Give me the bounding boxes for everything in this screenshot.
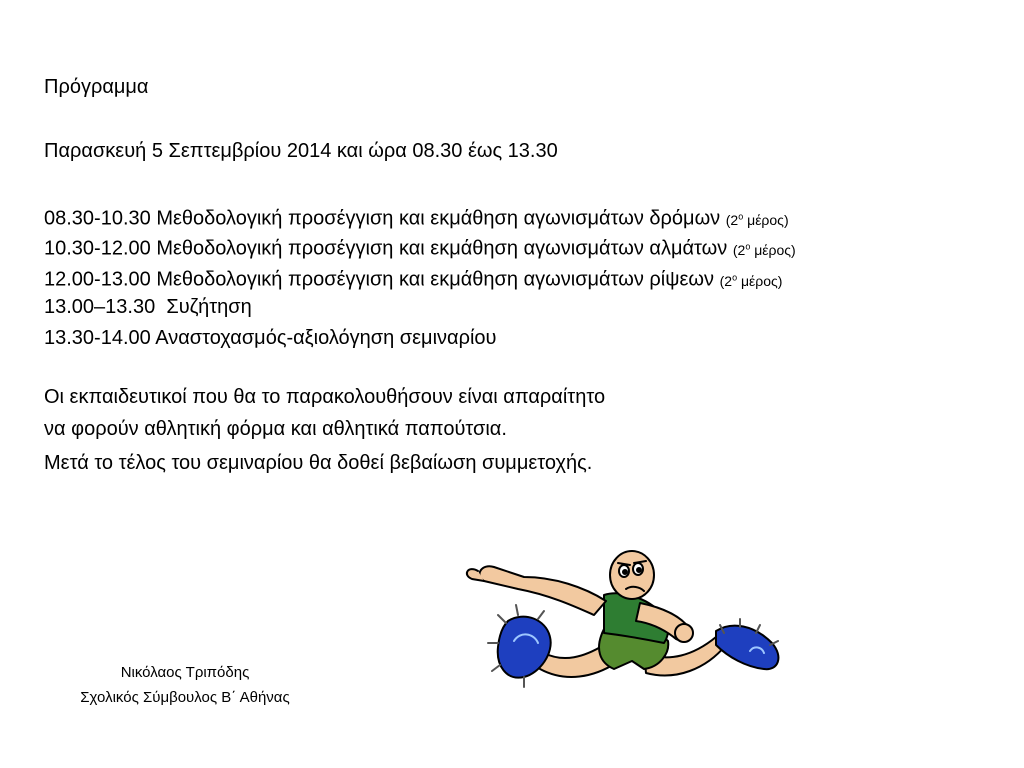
note-line: να φορούν αθλητική φόρμα και αθλητικά παπούτσια. (44, 418, 507, 440)
schedule-item (44, 233, 796, 263)
date-line: Παρασκευή 5 Σεπτεμβρίου 2014 και ώρα 08.30 έως 13.30 (44, 140, 558, 162)
schedule-text: 12.00-13.00 Μεθοδολογική προσέγγιση και εκμάθηση αγωνισμάτων ρίψεων (44, 268, 715, 291)
part-label: ($2^o$ μέρος) (719, 272, 783, 289)
schedule-item (44, 203, 789, 233)
schedule-text: 13.00–13.30 Συζήτηση (44, 296, 252, 318)
signature-name: Νικόλαος Τριπόδης (120, 664, 250, 681)
schedule-text: 10.30-12.00 Μεθοδολογική προσέγγιση και εκμάθηση αγωνισμάτων αλμάτων (44, 237, 728, 260)
schedule-text: 13.30-14.00 Αναστοχασμός-αξιολόγηση σεμιναρίου (44, 327, 497, 349)
schedule-item (44, 294, 252, 320)
note-line: Μετά το τέλος του σεμιναρίου θα δοθεί βεβαίωση συμμετοχής. (44, 452, 593, 474)
schedule-text: 08.30-10.30 Μεθοδολογική προσέγγιση και εκμάθηση αγωνισμάτων δρόμων (44, 207, 721, 230)
page-title: Πρόγραμμα (44, 76, 149, 98)
part-label: ($2^o$ μέρος) (732, 241, 796, 258)
note-line: Οι εκπαιδευτικοί που θα το παρακολουθήσουν είναι απαραίτητο (44, 386, 606, 408)
signature-role: Σχολικός Σύμβουλος Β΄ Αθήνας (80, 689, 290, 706)
signature (40, 660, 330, 710)
part-label: ($2^o$ μέρος) (725, 211, 789, 228)
schedule-item (44, 264, 782, 294)
schedule-item (44, 325, 496, 351)
running-athlete-icon (454, 545, 790, 707)
